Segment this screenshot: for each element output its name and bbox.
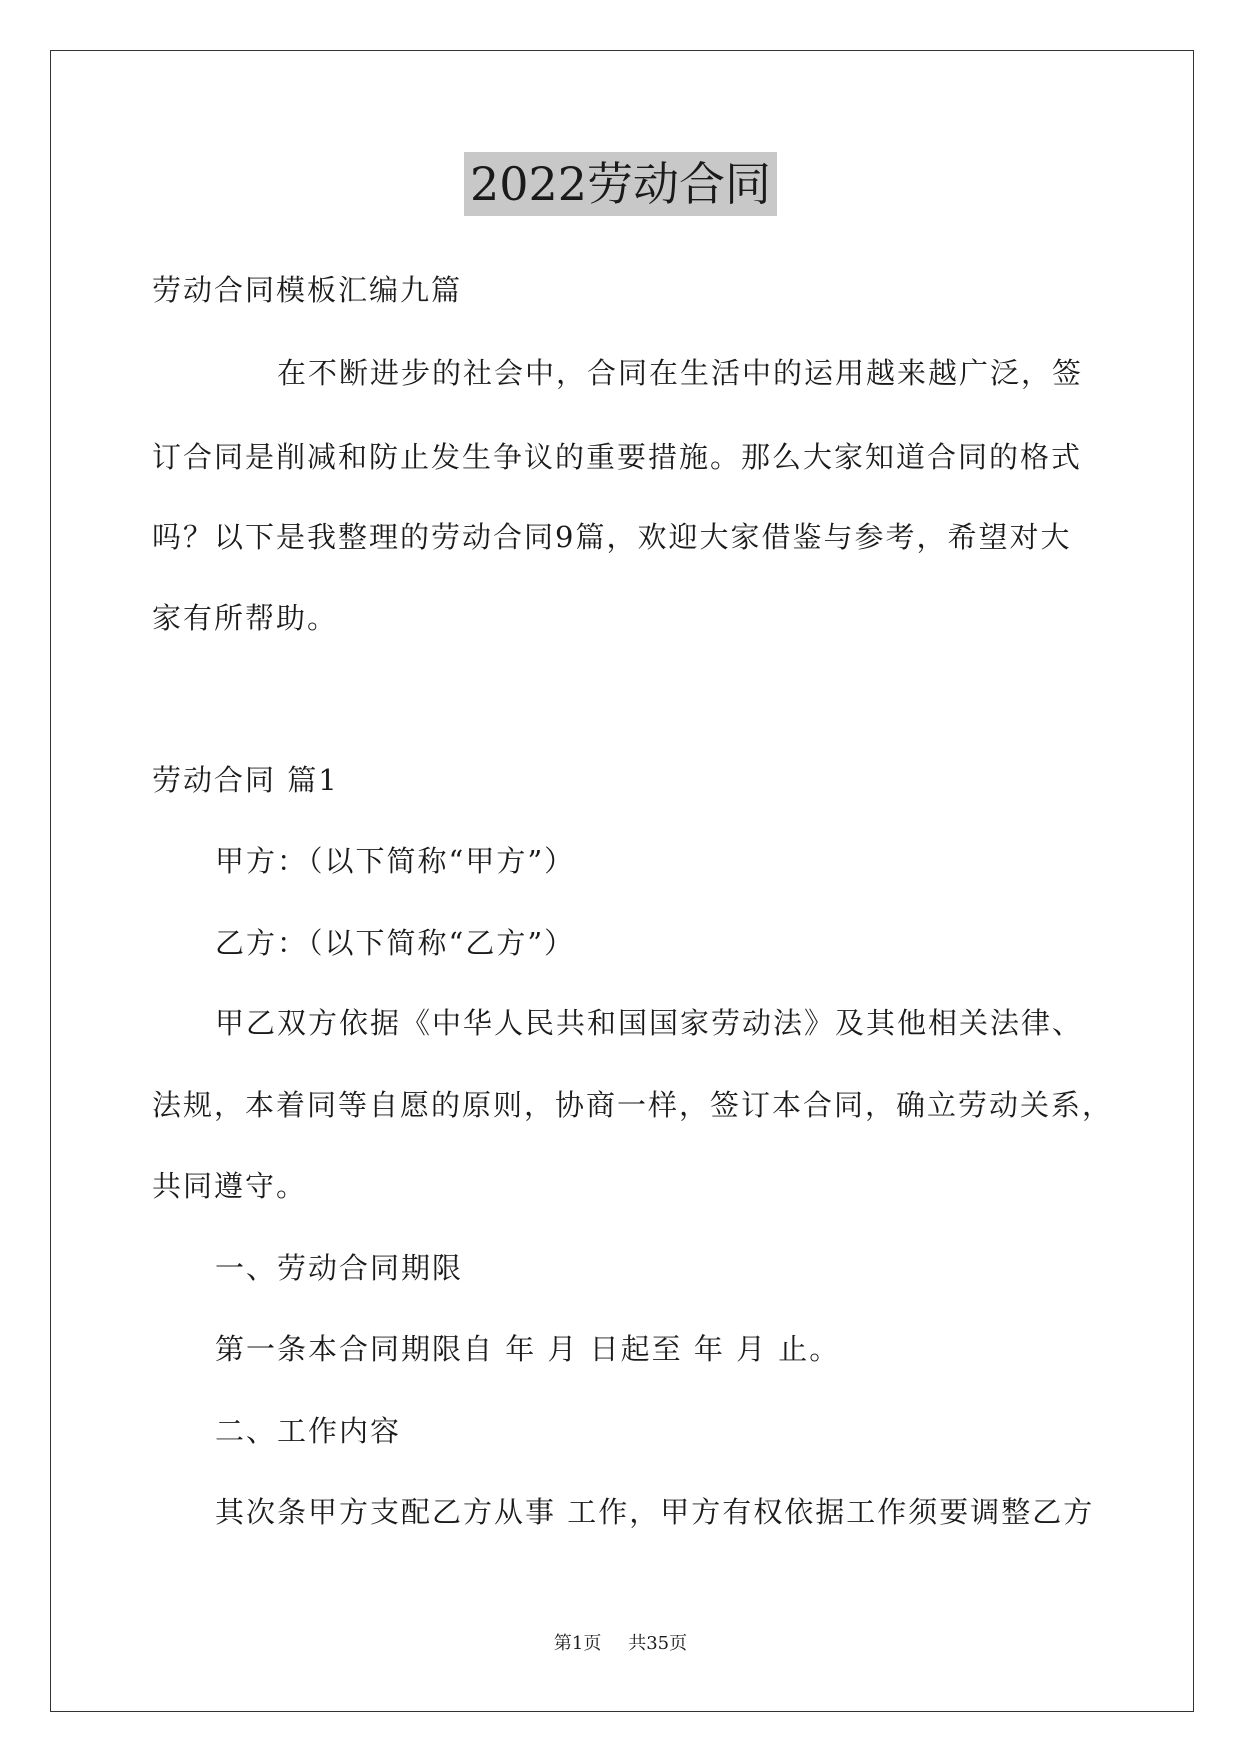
preamble-line-1: 甲乙双方依据《中华人民共和国国家劳动法》及其他相关法律、 xyxy=(215,1006,1084,1040)
title-wrap xyxy=(0,152,1241,216)
page-footer xyxy=(0,1632,1241,1656)
intro-line-1: 在不断进步的社会中，合同在生活中的运用越来越广泛，签 xyxy=(277,356,1084,390)
clause2-text: 其次条甲方支配乙方从事 工作，甲方有权依据工作须要调整乙方 xyxy=(215,1495,1095,1529)
document-subtitle: 劳动合同模板汇编九篇 xyxy=(152,273,463,307)
clause1-text: 第一条本合同期限自 年 月 日起至 年 月 止。 xyxy=(215,1332,841,1366)
preamble-line-2: 法规，本着同等自愿的原则，协商一样，签订本合同，确立劳动关系， xyxy=(152,1088,1114,1122)
intro-line-4: 家有所帮助。 xyxy=(152,601,339,635)
party-a-line: 甲方：（以下简称“甲方”） xyxy=(215,844,576,878)
section-heading: 劳动合同 篇1 xyxy=(152,763,339,797)
total-pages: 共35页 xyxy=(628,1633,688,1654)
clause2-heading: 二、工作内容 xyxy=(215,1414,402,1448)
document-title: 2022劳动合同 xyxy=(464,152,777,216)
preamble-line-3: 共同遵守。 xyxy=(152,1169,308,1203)
intro-line-2: 订合同是削减和防止发生争议的重要措施。那么大家知道合同的格式 xyxy=(152,440,1083,474)
clause1-heading: 一、劳动合同期限 xyxy=(215,1251,464,1285)
party-b-line: 乙方：（以下简称“乙方”） xyxy=(215,926,576,960)
intro-line-3: 吗？以下是我整理的劳动合同9篇，欢迎大家借鉴与参考，希望对大 xyxy=(152,520,1072,554)
page-number: 第1页 xyxy=(553,1633,602,1654)
